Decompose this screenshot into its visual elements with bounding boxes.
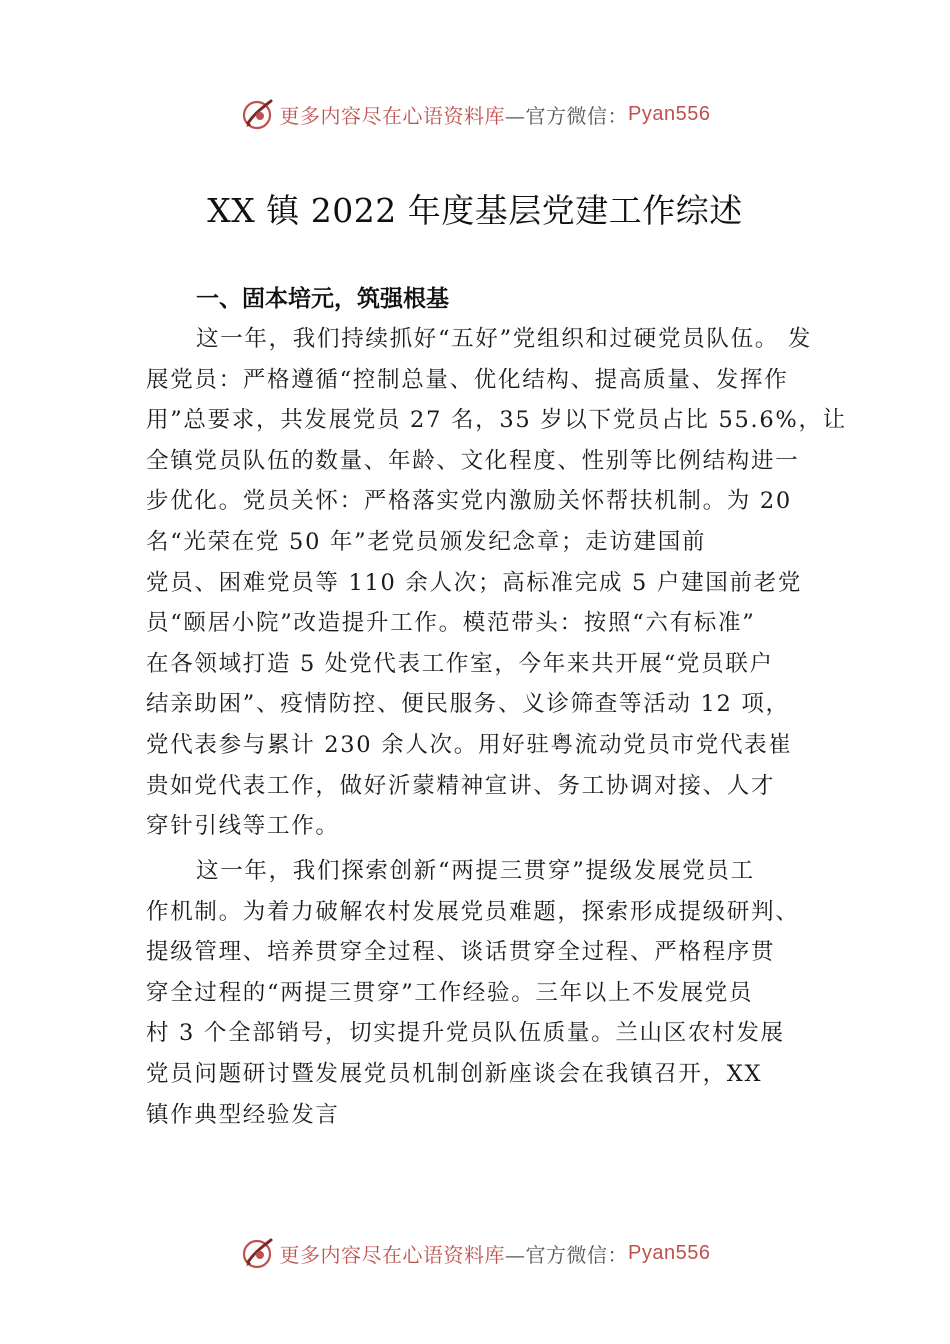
watermark-text: 更多内容尽在心语资料库	[279, 1242, 506, 1267]
paragraph-1	[146, 319, 847, 847]
text-line: 全镇党员队伍的数量、年龄、文化程度、性别等比例结构进一	[146, 447, 800, 474]
text-line: 党员、困难党员等 110 余人次；高标准完成 5 户建国前老党	[146, 569, 803, 596]
watermark-text: 更多内容尽在心语资料库	[279, 103, 506, 128]
text-line: 党员问题研讨暨发展党员机制创新座谈会在我镇召开，XX	[146, 1060, 763, 1087]
text-line: 展党员：严格遵循“控制总量、优化结构、提高质量、发挥作	[146, 366, 789, 393]
brush-logo-icon	[240, 96, 276, 132]
text-line: 结亲助困”、疫情防控、便民服务、义诊筛查等活动 12 项，	[146, 691, 790, 718]
text-line: 村 3 个全部销号，切实提升党员队伍质量。兰山区农村发展	[146, 1020, 785, 1047]
watermark-label: —官方微信：	[505, 1242, 629, 1267]
text-line: 贵如党代表工作，做好沂蒙精神宣讲、务工协调对接、人才	[146, 772, 776, 799]
text-line: 步优化。党员关怀：严格落实党内激励关怀帮扶机制。为 20	[146, 488, 792, 515]
text-line: 提级管理、培养贯穿全过程、谈话贯穿全过程、严格程序贯	[146, 939, 776, 966]
text-line: 这一年，我们探索创新“两提三贯穿”提级发展党员工	[196, 858, 755, 884]
text-line: 在各领域打造 5 处党代表工作室，今年来共开展“党员联户	[146, 650, 774, 677]
watermark-banner-bottom	[0, 1233, 950, 1273]
text-line: 党代表参与累计 230 余人次。用好驻粤流动党员市党代表崔	[146, 731, 793, 758]
section-heading: 一、固本培元，筑强根基	[196, 286, 449, 312]
text-line: 镇作典型经验发言	[146, 1101, 340, 1128]
paragraph-2	[146, 851, 836, 1135]
text-line: 用”总要求，共发展党员 27 名，35 岁以下党员占比 55.6%，让	[146, 407, 847, 434]
text-line: 名“光荣在党 50 年”老党员颁发纪念章；走访建国前	[146, 528, 707, 555]
text-line: 穿全过程的“两提三贯穿”工作经验。三年以上不发展党员	[146, 979, 754, 1006]
text-line: 员“颐居小院”改造提升工作。模范带头：按照“六有标准”	[146, 610, 756, 637]
text-line: 这一年，我们持续抓好“五好”党组织和过硬党员队伍。 发	[196, 326, 813, 352]
text-line: 穿针引线等工作。	[146, 813, 340, 840]
text-line: 作机制。为着力破解农村发展党员难题，探索形成提级研判、	[146, 898, 800, 925]
brush-logo-icon	[240, 1235, 276, 1271]
watermark-banner-top	[0, 94, 950, 134]
watermark-wechat-id: Pyan556	[628, 1241, 711, 1264]
watermark-label: —官方微信：	[505, 103, 629, 128]
document-title: XX 镇 2022 年度基层党建工作综述	[207, 191, 743, 230]
watermark-wechat-id: Pyan556	[628, 102, 711, 125]
